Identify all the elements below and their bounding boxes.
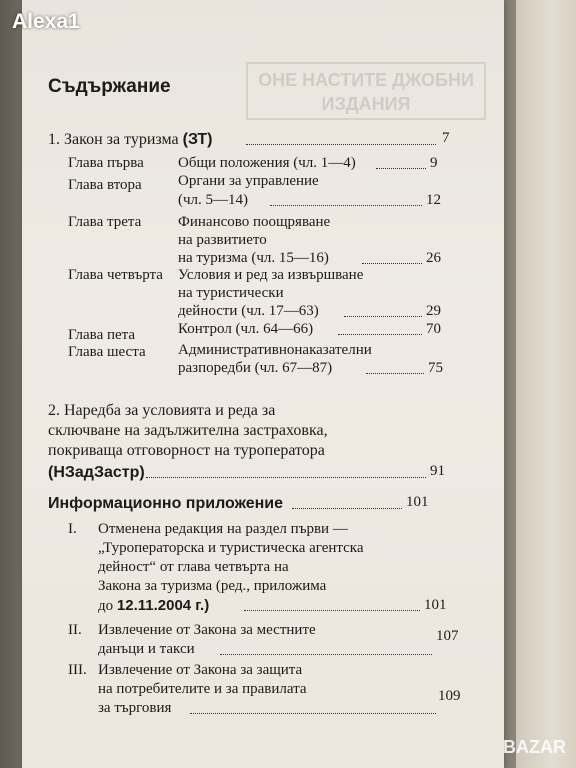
chapter-6-title: Административнонаказателни: [178, 342, 372, 358]
watermark-username: Alexa1: [12, 10, 80, 33]
chapter-6-title-cont: разпоредби (чл. 67—87): [178, 360, 333, 376]
chapter-1-label: Глава първа: [68, 155, 144, 171]
info-page: 101: [406, 494, 429, 510]
section-2-line-3: покриваща отговорност на туроператора: [48, 442, 325, 459]
info-item-2-page: 107: [436, 628, 459, 644]
dot-leader: [270, 205, 422, 206]
info-item-1-line-1: Отменена редакция на раздел първи —: [98, 521, 348, 537]
dot-leader: [244, 610, 420, 611]
chapter-6-label: Глава шеста: [68, 344, 146, 360]
info-item-1-line-5: [98, 597, 209, 615]
section-1-title-text: 1. Закон за туризма: [48, 131, 183, 148]
info-item-3-line-2: на потребителите и за правилата: [98, 681, 307, 697]
chapter-2-title-cont: (чл. 5—14): [178, 192, 249, 208]
background-right: [516, 0, 576, 768]
chapter-5-label: Глава пета: [68, 327, 136, 343]
info-item-3-page: 109: [438, 688, 461, 704]
chapter-3-page: 26: [426, 250, 441, 266]
book-page: [22, 0, 504, 768]
info-item-3-roman: III.: [68, 662, 87, 678]
chapter-1-page: 9: [430, 155, 438, 171]
section-2-line-1: 2. Наредба за условията и реда за: [48, 402, 276, 419]
info-item-1-page: 101: [424, 597, 447, 613]
chapter-3-title-cont: на развитието: [178, 232, 267, 248]
chapter-3-title-cont2: на туризма (чл. 15—16): [178, 250, 329, 266]
info-item-1-line-3: дейност“ от глава четвърта на: [98, 559, 289, 575]
chapter-3-label: Глава трета: [68, 214, 142, 230]
chapter-4-page: 29: [426, 303, 441, 319]
chapter-1-title: Общи положения (чл. 1—4): [178, 155, 356, 171]
chapter-2-page: 12: [426, 192, 441, 208]
dot-leader: [366, 373, 424, 374]
show-through-text: ОНЕ НАСТИТЕ ДЖОБНИ ИЗДАНИЯ: [246, 62, 486, 120]
section-2-abbrev: (НЗадЗастр): [48, 464, 145, 481]
chapter-4-title: Условия и ред за извършване: [178, 267, 364, 283]
chapter-4-title-cont: на туристически: [178, 285, 284, 301]
dot-leader: [344, 316, 422, 317]
contents-heading: Съдържание: [48, 76, 171, 97]
dot-leader: [220, 654, 432, 655]
section-1-title: [48, 130, 212, 149]
info-item-1-line-4: Закона за туризма (ред., приложима: [98, 578, 327, 594]
chapter-2-label: Глава втора: [68, 177, 142, 193]
chapter-5-page: 70: [426, 321, 441, 337]
chapter-4-label: Глава четвърта: [68, 267, 163, 283]
dot-leader: [362, 263, 422, 264]
chapter-6-page: 75: [428, 360, 443, 376]
info-item-1-date: 12.11.2004 г.): [116, 597, 210, 614]
dot-leader: [246, 144, 436, 145]
info-item-2-roman: II.: [68, 622, 82, 638]
chapter-4-title-cont2: дейности (чл. 17—63): [178, 303, 319, 319]
chapter-5-title: Контрол (чл. 64—66): [178, 321, 314, 337]
section-2-line-2: сключване на задължителна застраховка,: [48, 422, 328, 439]
brand-logo: BAZAR: [503, 737, 566, 757]
info-item-3-line-1: Извлечение от Закона за защита: [98, 662, 303, 678]
dot-leader: [338, 334, 422, 335]
dot-leader: [376, 168, 426, 169]
info-item-1-roman: I.: [68, 521, 77, 537]
dot-leader: [292, 508, 402, 509]
section-1-abbrev: (ЗТ): [182, 131, 213, 148]
info-item-2-line-2: данъци и такси: [98, 641, 195, 657]
info-title: Информационно приложение: [48, 495, 284, 512]
info-item-1-line-5-text: до: [98, 598, 117, 614]
dot-leader: [146, 477, 426, 478]
section-2-page: 91: [430, 463, 445, 479]
dot-leader: [190, 713, 436, 714]
chapter-3-title: Финансово поощряване: [178, 214, 331, 230]
info-item-1-line-2: „Туроператорска и туристическа агентска: [98, 540, 364, 556]
info-item-2-line-1: Извлечение от Закона за местните: [98, 622, 316, 638]
chapter-2-title: Органи за управление: [178, 173, 319, 189]
section-1-page: 7: [442, 130, 450, 146]
info-item-3-line-3: за търговия: [98, 700, 172, 716]
